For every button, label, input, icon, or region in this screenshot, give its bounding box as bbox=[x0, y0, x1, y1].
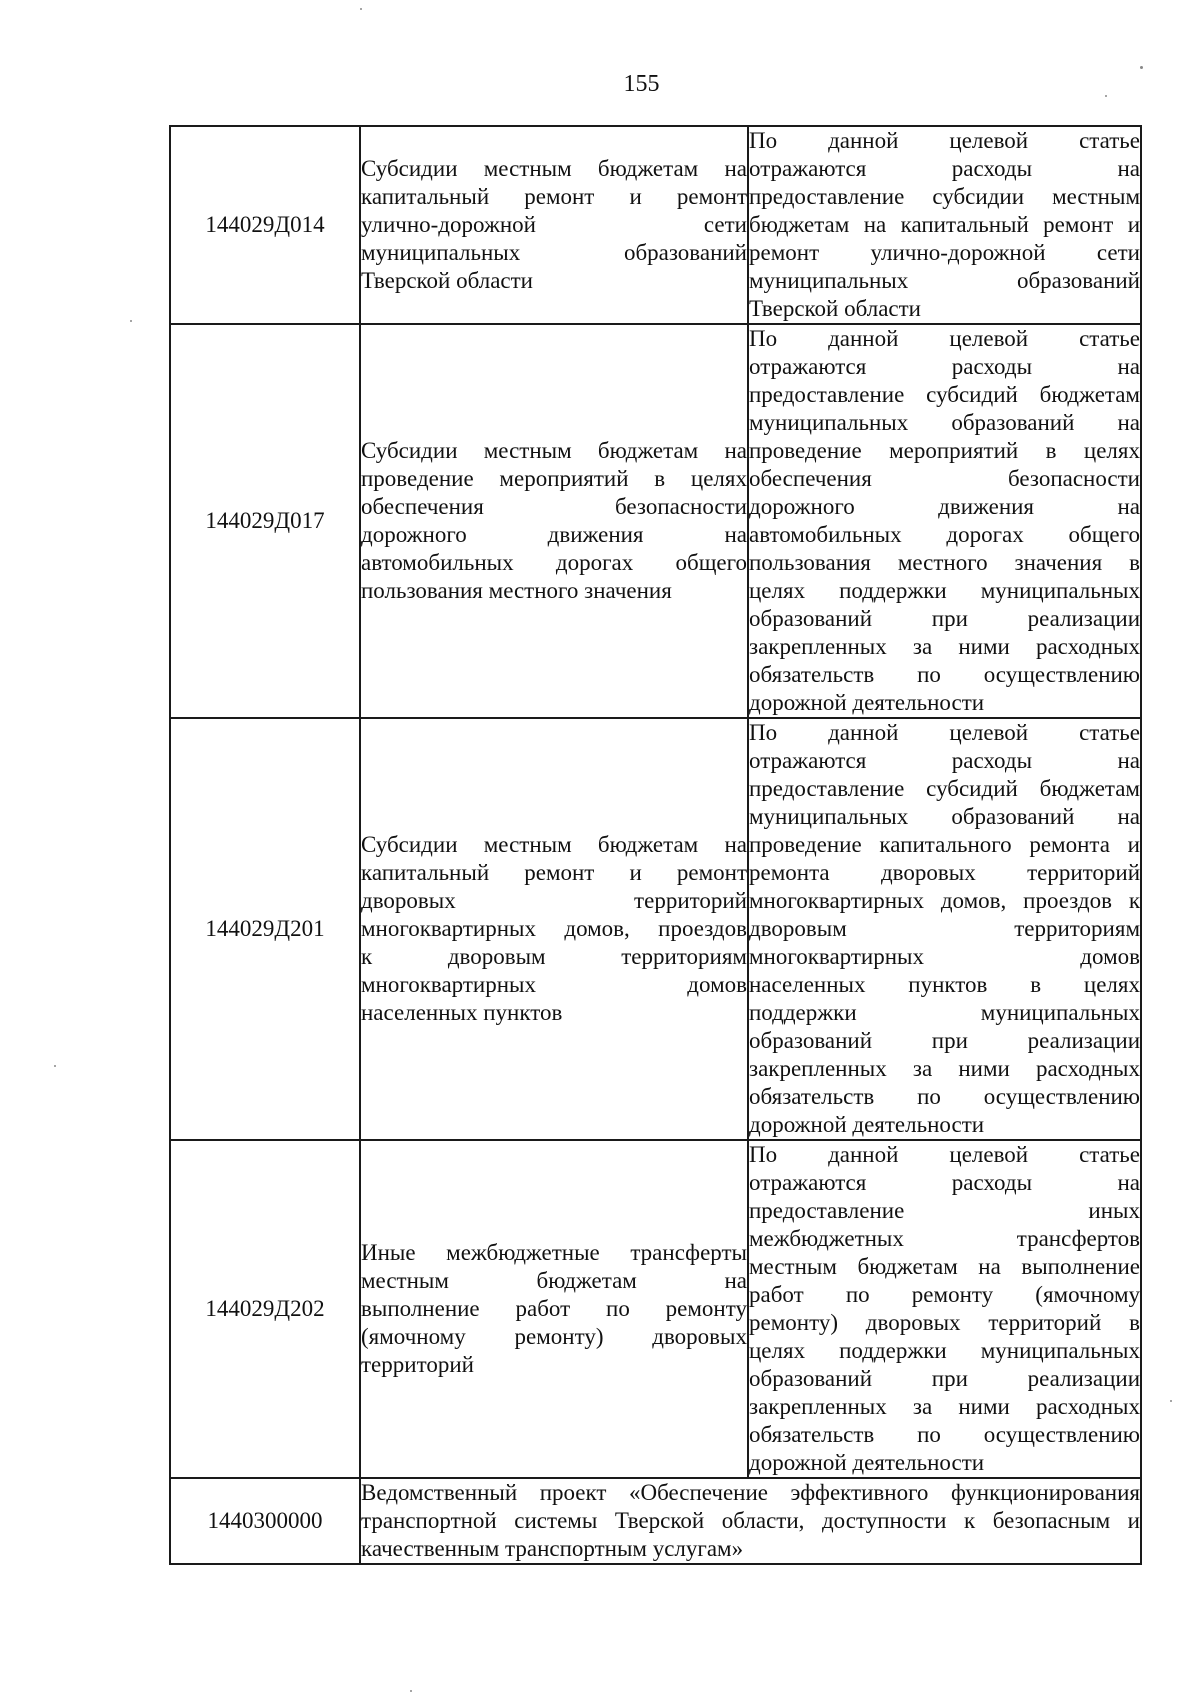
target-article-name bbox=[360, 126, 748, 324]
name-line: пользования местного значения bbox=[361, 578, 672, 603]
desc-line: работ по ремонту (ямочному bbox=[749, 1282, 1140, 1307]
desc-line: обязательств по осуществлению bbox=[749, 662, 1140, 687]
target-article-description bbox=[748, 126, 1141, 324]
desc-line: По данной целевой статье bbox=[749, 128, 1140, 153]
desc-line: образований при реализации bbox=[749, 1028, 1140, 1053]
desc-line: отражаются расходы на bbox=[749, 1170, 1140, 1195]
desc-line: населенных пунктов в целях bbox=[749, 972, 1140, 997]
name-line: территорий bbox=[361, 1352, 474, 1377]
project-line: Ведомственный проект «Обеспечение эффективного функционирования bbox=[361, 1480, 1140, 1505]
name-line: автомобильных дорогах общего bbox=[361, 550, 747, 575]
desc-line: закрепленных за ними расходных bbox=[749, 634, 1140, 659]
project-line: транспортной системы Тверской области, доступности к безопасным и bbox=[361, 1508, 1140, 1533]
target-article-name bbox=[360, 1140, 748, 1478]
project-row bbox=[170, 1478, 1141, 1564]
desc-line: предоставление субсидий бюджетам bbox=[749, 382, 1140, 407]
name-line: Субсидии местным бюджетам на bbox=[361, 156, 747, 181]
desc-line: предоставление иных bbox=[749, 1198, 1140, 1223]
name-line: выполнение работ по ремонту bbox=[361, 1296, 747, 1321]
name-line: капитальный ремонт и ремонт bbox=[361, 860, 747, 885]
project-line: качественным транспортным услугам» bbox=[361, 1536, 744, 1561]
desc-line: отражаются расходы на bbox=[749, 354, 1140, 379]
desc-line: предоставление субсидий бюджетам bbox=[749, 776, 1140, 801]
desc-line: закрепленных за ними расходных bbox=[749, 1394, 1140, 1419]
name-line: Тверской области bbox=[361, 268, 533, 293]
desc-line: дворовым территориям bbox=[749, 916, 1140, 941]
name-line: (ямочному ремонту) дворовых bbox=[361, 1324, 747, 1349]
desc-line: проведение капитального ремонта и bbox=[749, 832, 1140, 857]
name-line: Субсидии местным бюджетам на bbox=[361, 832, 747, 857]
desc-line: муниципальных образований на bbox=[749, 804, 1140, 829]
desc-line: отражаются расходы на bbox=[749, 156, 1140, 181]
desc-line: ремонт улично-дорожной сети bbox=[749, 240, 1140, 265]
project-code: 1440300000 bbox=[170, 1478, 360, 1564]
desc-line: муниципальных образований bbox=[749, 268, 1140, 293]
desc-line: поддержки муниципальных bbox=[749, 1000, 1140, 1025]
desc-line: образований при реализации bbox=[749, 1366, 1140, 1391]
desc-line: дорожной деятельности bbox=[749, 690, 985, 715]
name-line: улично-дорожной сети bbox=[361, 212, 747, 237]
table-row bbox=[170, 324, 1141, 718]
name-line: обеспечения безопасности bbox=[361, 494, 747, 519]
name-line: многоквартирных домов bbox=[361, 972, 747, 997]
target-article-code: 144029Д017 bbox=[170, 324, 360, 718]
target-article-code: 144029Д014 bbox=[170, 126, 360, 324]
desc-line: автомобильных дорогах общего bbox=[749, 522, 1140, 547]
desc-line: образований при реализации bbox=[749, 606, 1140, 631]
desc-line: многоквартирных домов, проездов к bbox=[749, 888, 1140, 913]
target-article-name bbox=[360, 718, 748, 1140]
name-line: многоквартирных домов, проездов bbox=[361, 916, 747, 941]
budget-classification-table bbox=[169, 125, 1142, 1565]
desc-line: По данной целевой статье bbox=[749, 720, 1140, 745]
desc-line: ремонта дворовых территорий bbox=[749, 860, 1140, 885]
desc-line: обязательств по осуществлению bbox=[749, 1422, 1140, 1447]
desc-line: дорожной деятельности bbox=[749, 1112, 985, 1137]
desc-line: бюджетам на капитальный ремонт и bbox=[749, 212, 1140, 237]
desc-line: обеспечения безопасности bbox=[749, 466, 1140, 491]
target-article-description bbox=[748, 718, 1141, 1140]
table-row bbox=[170, 1140, 1141, 1478]
desc-line: дорожного движения на bbox=[749, 494, 1140, 519]
desc-line: ремонту) дворовых территорий в bbox=[749, 1310, 1140, 1335]
desc-line: закрепленных за ними расходных bbox=[749, 1056, 1140, 1081]
desc-line: дорожной деятельности bbox=[749, 1450, 985, 1475]
name-line: Иные межбюджетные трансферты bbox=[361, 1240, 747, 1265]
desc-line: По данной целевой статье bbox=[749, 326, 1140, 351]
name-line: проведение мероприятий в целях bbox=[361, 466, 747, 491]
desc-line: межбюджетных трансфертов bbox=[749, 1226, 1140, 1251]
desc-line: Тверской области bbox=[749, 296, 921, 321]
desc-line: предоставление субсидии местным bbox=[749, 184, 1140, 209]
name-line: местным бюджетам на bbox=[361, 1268, 747, 1293]
desc-line: проведение мероприятий в целях bbox=[749, 438, 1140, 463]
name-line: капитальный ремонт и ремонт bbox=[361, 184, 747, 209]
desc-line: муниципальных образований на bbox=[749, 410, 1140, 435]
name-line: муниципальных образований bbox=[361, 240, 747, 265]
name-line: дворовых территорий bbox=[361, 888, 747, 913]
name-line: Субсидии местным бюджетам на bbox=[361, 438, 747, 463]
desc-line: целях поддержки муниципальных bbox=[749, 1338, 1140, 1363]
desc-line: местным бюджетам на выполнение bbox=[749, 1254, 1140, 1279]
desc-line: многоквартирных домов bbox=[749, 944, 1140, 969]
target-article-name bbox=[360, 324, 748, 718]
table-row bbox=[170, 718, 1141, 1140]
name-line: к дворовым территориям bbox=[361, 944, 747, 969]
page-number: 155 bbox=[623, 71, 660, 97]
target-article-code: 144029Д202 bbox=[170, 1140, 360, 1478]
target-article-code: 144029Д201 bbox=[170, 718, 360, 1140]
table-row bbox=[170, 126, 1141, 324]
desc-line: целях поддержки муниципальных bbox=[749, 578, 1140, 603]
name-line: населенных пунктов bbox=[361, 1000, 563, 1025]
target-article-description bbox=[748, 324, 1141, 718]
desc-line: отражаются расходы на bbox=[749, 748, 1140, 773]
target-article-description bbox=[748, 1140, 1141, 1478]
desc-line: По данной целевой статье bbox=[749, 1142, 1140, 1167]
desc-line: обязательств по осуществлению bbox=[749, 1084, 1140, 1109]
desc-line: пользования местного значения в bbox=[749, 550, 1140, 575]
name-line: дорожного движения на bbox=[361, 522, 747, 547]
project-title bbox=[360, 1478, 1141, 1564]
